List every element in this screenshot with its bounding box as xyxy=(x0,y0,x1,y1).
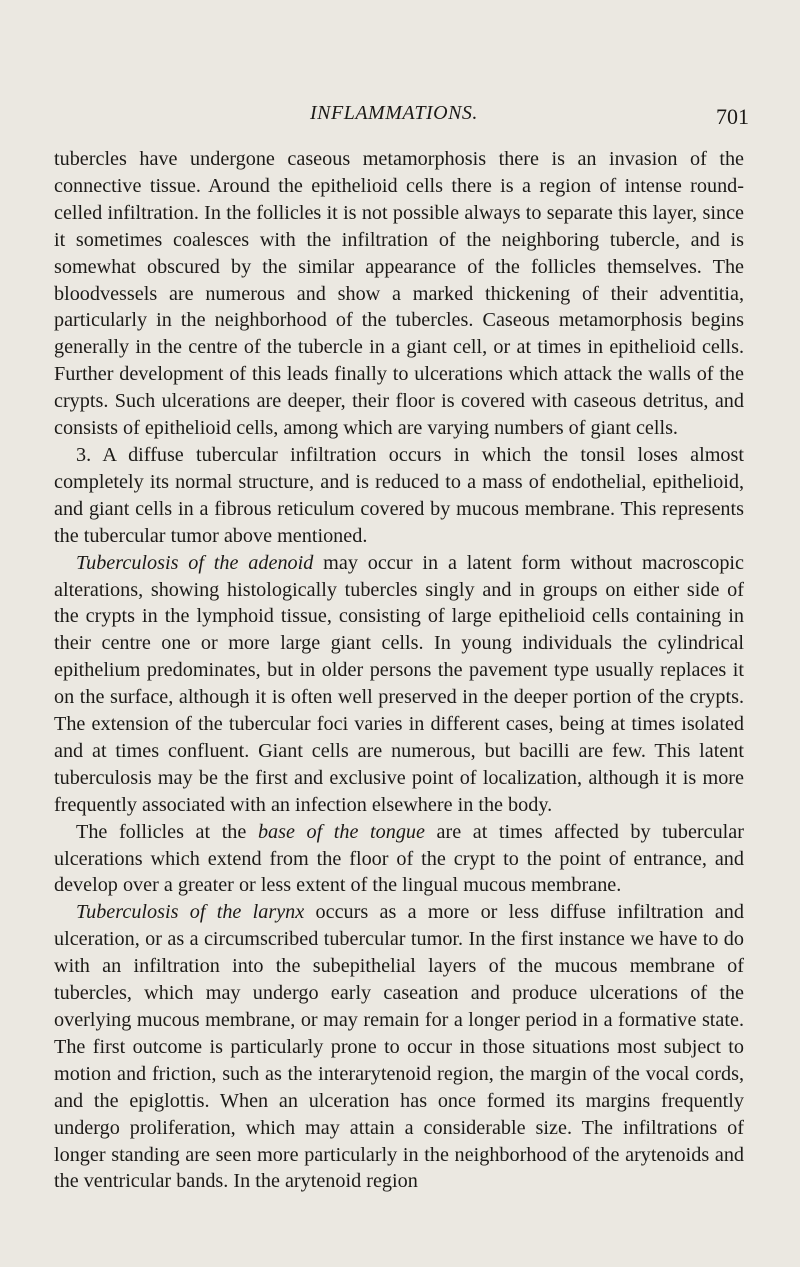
paragraph-text: occurs as a more or less diffuse infiltration and ulceration, or as a circumscribed tubercular tumor. In the first instance we have to do with an infiltration into the subepithelial layers of the mucous membrane of tubercles, which may undergo early caseation and produce ulcerations of the overlying mucous membrane, or may remain for a longer period in a formative state. The first outcome is particularly prone to occur in those situations most subject to motion and friction, such as the interarytenoid region, the margin of the vocal cords, and the epiglottis. When an ulceration has once formed its margins frequently undergo proliferation, which may attain a considerable size. The infiltrations of longer standing are seen more particularly in the neighborhood of the arytenoids and the ventricular bands. In the arytenoid region xyxy=(54,901,744,1193)
paragraph xyxy=(54,146,744,442)
paragraph xyxy=(54,899,744,1195)
page-number: 701 xyxy=(716,104,749,129)
paragraph xyxy=(54,550,744,819)
italic-lead: base of the tongue xyxy=(257,820,425,843)
paragraph xyxy=(54,819,744,900)
paragraph-text: 3. A diffuse tubercular infiltration occurs in which the tonsil loses almost completely its normal structure, and is reduced to a mass of endothelial, epithelioid, and giant cells in a fibrous reticulum covered by mucous membrane. This represents the tubercular tumor above mentioned. xyxy=(54,443,744,547)
body-text xyxy=(54,146,744,1195)
paragraph-text: tubercles have undergone caseous metamorphosis there is an invasion of the connective tissue. Around the epithelioid cells there is a region of intense round-celled infiltration. In the follicles it is not possible always to separate this layer, since it sometimes coalesces with the infiltration of the neighboring tubercle, and is somewhat obscured by the similar appearance of the follicles themselves. The bloodvessels are numerous and show a marked thickening of their adventitia, particularly in the neighborhood of the tubercles. Caseous metamorphosis begins generally in the centre of the tubercle in a giant cell, or at times in epithelioid cells. Further development of this leads finally to ulcerations which attack the walls of the crypts. Such ulcerations are deeper, their floor is covered with caseous detritus, and consists of epithelioid cells, among which are varying numbers of giant cells. xyxy=(54,148,744,440)
paragraph xyxy=(54,442,744,550)
paragraph-pre: The follicles at the xyxy=(76,820,258,843)
running-head: INFLAMMATIONS. xyxy=(310,102,478,124)
italic-lead: Tuberculosis of the adenoid xyxy=(76,551,314,574)
paragraph-text: may occur in a latent form without macroscopic alterations, showing histologically tubercles singly and in groups on either side of the crypts in the lymphoid tissue, consisting of large epithelioid cells containing in their centre one or more large giant cells. In young individuals the cylindrical epithelium predominates, but in older persons the pavement type usually replaces it on the surface, although it is often well preserved in the deeper portion of the crypts. The extension of the tubercular foci varies in different cases, being at times isolated and at times confluent. Giant cells are numerous, but bacilli are few. This latent tuberculosis may be the first and exclusive point of localization, although it is more frequently associated with an infection elsewhere in the body. xyxy=(54,551,744,816)
paragraph-text: are at times affected by tubercular ulcerations which extend from the floor of the crypt to the point of entrance, and develop over a greater or less extent of the lingual mucous membrane. xyxy=(54,820,744,897)
italic-lead: Tuberculosis of the larynx xyxy=(76,901,305,924)
